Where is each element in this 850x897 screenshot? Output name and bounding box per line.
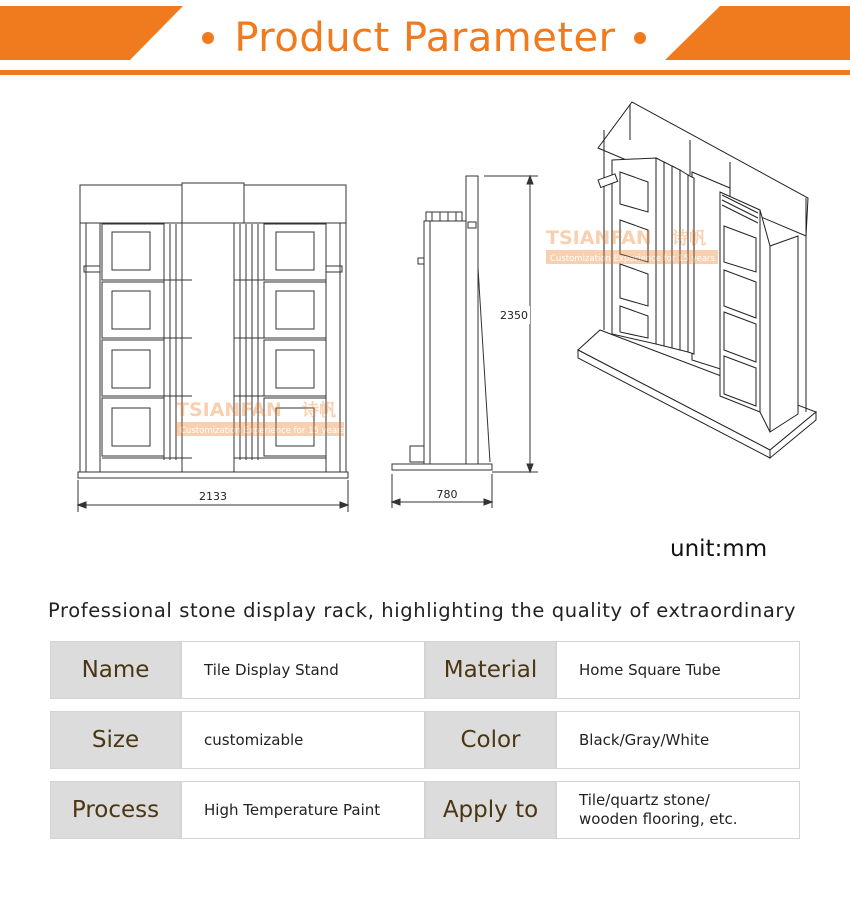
watermark-brand-cn: 诗帆 xyxy=(672,229,706,249)
unit-label: unit:mm xyxy=(670,536,768,562)
height-dimension-label: 2350 xyxy=(500,309,528,322)
width-dimension-label: 2133 xyxy=(199,490,227,503)
watermark-sub: Customization Experience for 15 years xyxy=(180,426,345,436)
param-label: Name xyxy=(50,641,181,699)
param-row xyxy=(50,641,800,701)
watermark-brand: TSIANFAN xyxy=(176,399,282,421)
tagline: Professional stone display rack, highlighting the quality of extraordinary xyxy=(48,599,797,622)
param-value: Black/Gray/White xyxy=(556,711,800,769)
watermark-brand-cn: 诗帆 xyxy=(302,401,336,421)
param-value: Tile Display Stand xyxy=(181,641,425,699)
param-value: High Temperature Paint xyxy=(181,781,425,839)
param-row xyxy=(50,781,800,841)
param-value: Home Square Tube xyxy=(556,641,800,699)
param-label: Material xyxy=(425,641,556,699)
perspective-view xyxy=(578,102,816,458)
depth-dimension-label: 780 xyxy=(436,488,458,501)
watermark-sub: Customization Experience for 15 years xyxy=(550,254,715,264)
side-view xyxy=(392,176,538,508)
param-value: Tile/quartz stone/ wooden flooring, etc. xyxy=(556,781,800,839)
front-view xyxy=(78,183,348,512)
param-value: customizable xyxy=(181,711,425,769)
param-label: Color xyxy=(425,711,556,769)
watermark-front xyxy=(176,399,346,436)
param-label: Apply to xyxy=(425,781,556,839)
watermark-perspective xyxy=(546,227,718,264)
param-label: Size xyxy=(50,711,181,769)
page-title: Product Parameter xyxy=(234,15,616,61)
param-label: Process xyxy=(50,781,181,839)
technical-drawings xyxy=(0,90,850,530)
param-row xyxy=(50,711,800,771)
watermark-brand: TSIANFAN xyxy=(546,227,652,249)
